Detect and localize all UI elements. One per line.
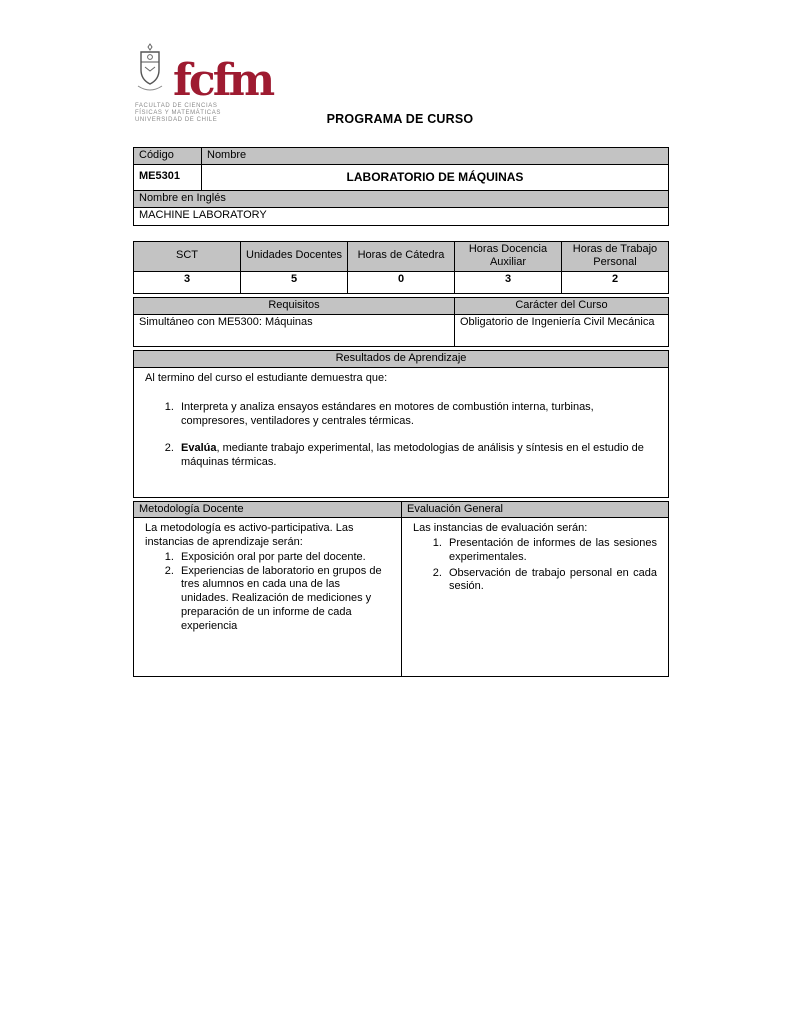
requisites-table bbox=[133, 297, 669, 347]
credits-header-unidades: Unidades Docentes bbox=[241, 241, 348, 272]
metodologia-item: 1. Exposición oral por parte del docente. bbox=[177, 551, 390, 565]
learning-outcomes-table bbox=[133, 350, 669, 498]
metodologia-header-cell: Metodología Docente bbox=[134, 501, 402, 518]
nombre-ingles-value-cell: MACHINE LABORATORY bbox=[134, 207, 669, 225]
fcfm-wordmark: fcfm bbox=[173, 54, 273, 106]
requisitos-header-cell: Requisitos bbox=[134, 298, 455, 315]
university-shield-icon bbox=[135, 42, 165, 99]
logo-caption-line: FACULTAD DE CIENCIAS bbox=[135, 103, 218, 109]
credits-table bbox=[133, 241, 669, 295]
logo-caption-line: UNIVERSIDAD DE CHILE bbox=[135, 117, 218, 123]
credits-value-unidades: 5 bbox=[241, 272, 348, 294]
english-name-table bbox=[133, 190, 669, 226]
credits-header-sct: SCT bbox=[134, 241, 241, 272]
resultados-list bbox=[145, 401, 655, 469]
logo-caption-line: FÍSICAS Y MATEMÁTICAS bbox=[135, 110, 221, 116]
document-title: PROGRAMA DE CURSO bbox=[326, 112, 474, 126]
evaluacion-item: 2. Observación de trabajo personal en cada sesión. bbox=[445, 567, 657, 595]
metodologia-content-cell bbox=[134, 518, 402, 677]
codigo-value-cell: ME5301 bbox=[134, 164, 202, 190]
evaluacion-header-cell: Evaluación General bbox=[402, 501, 669, 518]
caracter-header-cell: Carácter del Curso bbox=[455, 298, 669, 315]
resultados-content-cell bbox=[134, 367, 669, 497]
credits-header-auxiliar: Horas Docencia Auxiliar bbox=[455, 241, 562, 272]
resultados-item: 2. Evalúa, mediante trabajo experimental, las metodologias de análisis y síntesis en el estudio de máquinas térmicas. bbox=[177, 442, 655, 470]
credits-value-personal: 2 bbox=[562, 272, 669, 294]
methodology-evaluation-table bbox=[133, 501, 669, 678]
nombre-header-cell: Nombre bbox=[202, 148, 669, 165]
nombre-ingles-header-cell: Nombre en Inglés bbox=[134, 190, 669, 207]
credits-value-sct: 3 bbox=[134, 272, 241, 294]
course-program-tables bbox=[133, 147, 669, 677]
credits-value-auxiliar: 3 bbox=[455, 272, 562, 294]
metodologia-list bbox=[145, 551, 390, 634]
requisitos-value-cell: Simultáneo con ME5300: Máquinas bbox=[134, 314, 455, 346]
nombre-value-cell: LABORATORIO DE MÁQUINAS bbox=[202, 164, 669, 190]
codigo-header-cell: Código bbox=[134, 148, 202, 165]
caracter-value-cell: Obligatorio de Ingeniería Civil Mecánica bbox=[455, 314, 669, 346]
metodologia-item: 2. Experiencias de laboratorio en grupos de tres alumnos en cada una de las unidades. Realización de mediciones y preparación de un informe de cada experiencia bbox=[177, 565, 390, 634]
credits-header-catedra: Horas de Cátedra bbox=[348, 241, 455, 272]
credits-value-catedra: 0 bbox=[348, 272, 455, 294]
code-name-table bbox=[133, 147, 669, 191]
credits-header-personal: Horas de Trabajo Personal bbox=[562, 241, 669, 272]
resultados-intro: Al termino del curso el estudiante demuestra que: bbox=[145, 371, 388, 384]
evaluacion-intro: Las instancias de evaluación serán: bbox=[413, 522, 588, 535]
resultados-header-cell: Resultados de Aprendizaje bbox=[134, 350, 669, 367]
resultados-item: 1. Interpreta y analiza ensayos estándares en motores de combustión interna, turbinas, compresores, ventiladores y centrales térmicas. bbox=[177, 401, 655, 429]
evaluacion-content-cell bbox=[402, 518, 669, 677]
evaluacion-list bbox=[413, 537, 657, 594]
metodologia-intro: La metodología es activo-participativa. Las instancias de aprendizaje serán: bbox=[145, 522, 354, 548]
evaluacion-item: 1. Presentación de informes de las sesiones experimentales. bbox=[445, 537, 657, 565]
